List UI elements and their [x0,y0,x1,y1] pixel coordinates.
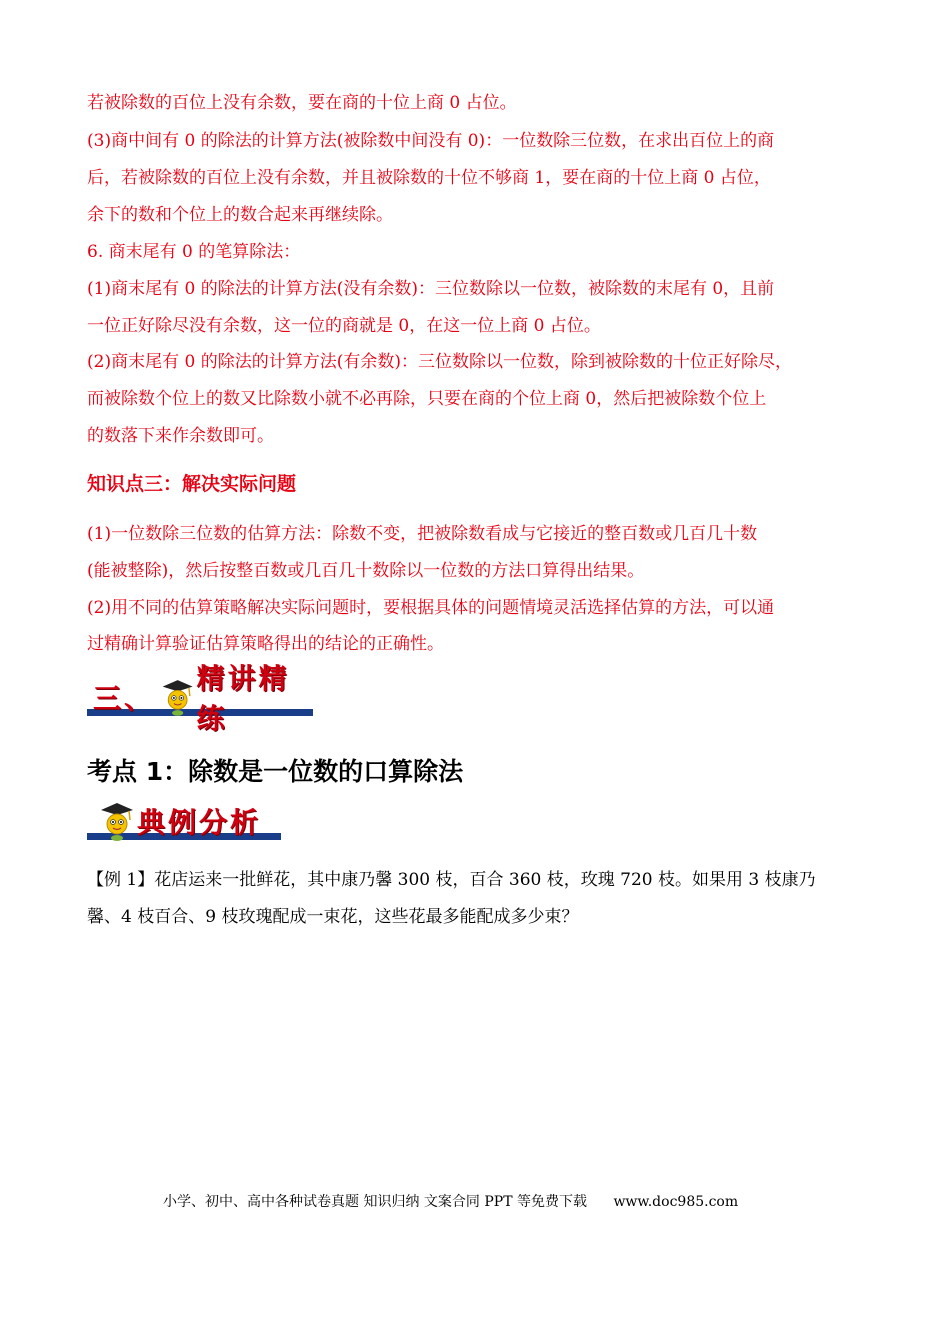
text-line: (1)一位数除三位数的估算方法：除数不变，把被除数看成与它接近的整百数或几百几十数 [87,524,758,544]
mascot-icon [95,800,135,842]
text-line: 余下的数和个位上的数合起来再继续除。 [87,205,393,225]
banner-prefix: 三、 [93,682,156,715]
text-line: (2)用不同的估算策略解决实际问题时，要根据具体的问题情境灵活选择估算的方法，可以通 [87,598,775,618]
kaodian-heading: 考点 1：除数是一位数的口算除法 [87,757,464,786]
text-line: 的数落下来作余数即可。 [87,426,274,446]
banner-title: 精讲精练 [196,662,290,735]
text-line: 6. 商末尾有 0 的笔算除法： [87,242,301,262]
page-footer [163,1191,738,1211]
text-line: 后，若被除数的百位上没有余数，并且被除数的十位不够商 1，要在商的十位上商 0 占位， [87,168,771,188]
example-line: 【例 1】花店运来一批鲜花，其中康乃馨 300 枝，百合 360 枝，玫瑰 720 枝。如果用 3 枝康乃 [87,870,816,890]
text-line: 一位正好除尽没有余数，这一位的商就是 0，在这一位上商 0 占位。 [87,316,601,336]
knowledge-heading: 知识点三：解决实际问题 [87,473,297,495]
text-line: (2)商末尾有 0 的除法的计算方法(有余数)：三位数除以一位数，除到被除数的十位正好除尽， [87,352,792,372]
footer-text: 小学、初中、高中各种试卷真题 知识归纳 文案合同 PPT 等免费下载 [163,1194,587,1210]
section-banner [87,662,313,735]
text-line: 而被除数个位上的数又比除数小就不必再除，只要在商的个位上商 0，然后把被除数个位上 [87,389,767,409]
banner-graphic [87,800,281,842]
section-banner [87,800,281,842]
text-line: (能被整除)，然后按整百数或几百几十数除以一位数的方法口算得出结果。 [87,561,645,581]
example-line: 馨、4 枝百合、9 枝玫瑰配成一束花，这些花最多能配成多少束？ [87,907,579,927]
text-line: (1)商末尾有 0 的除法的计算方法(没有余数)：三位数除以一位数，被除数的末尾有 0，且前 [87,279,775,299]
text-line: (3)商中间有 0 的除法的计算方法(被除数中间没有 0)：一位数除三位数，在求出百位上的商 [87,131,775,151]
footer-url[interactable]: www.doc985.com [613,1194,739,1210]
mascot-icon [157,676,195,718]
text-line: 若被除数的百位上没有余数，要在商的十位上商 0 占位。 [87,93,517,113]
text-line: 过精确计算验证估算策略得出的结论的正确性。 [87,634,444,654]
banner-title: 典例分析 [137,806,262,839]
banner-graphic [87,662,313,735]
